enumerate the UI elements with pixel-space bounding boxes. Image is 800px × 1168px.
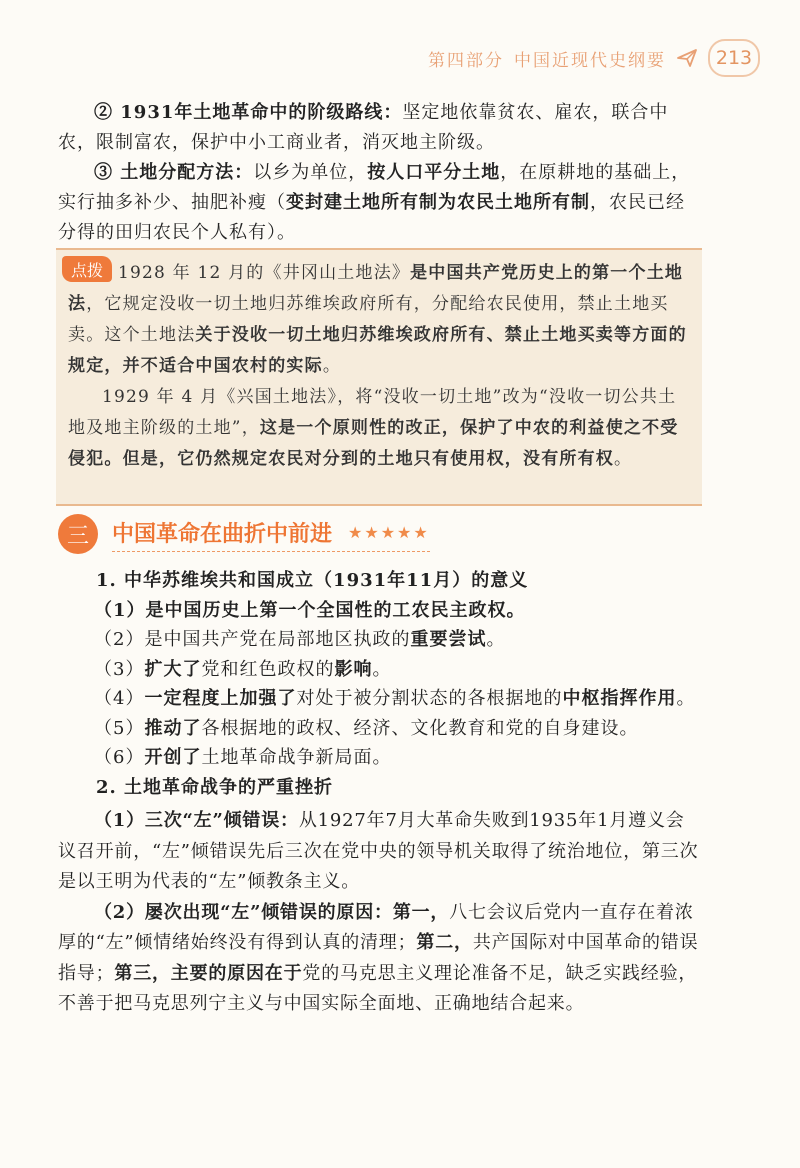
- list-item: [58, 625, 708, 655]
- text-run: 对处于被分割状态的各根据地的: [296, 688, 563, 709]
- paragraph-three-left-errors: [58, 806, 702, 898]
- bold-run: 影响: [334, 658, 373, 680]
- bold-run: 中枢指挥作用: [562, 688, 677, 709]
- paragraph-lead: （2）屡次出现“左”倾错误的原因：第一，: [94, 901, 450, 923]
- text-run: 以乡为单位，: [253, 162, 368, 183]
- text-run: 。: [372, 658, 392, 680]
- text-run: 。: [322, 356, 342, 376]
- setback-body: [58, 806, 702, 1020]
- list-item: [58, 684, 708, 714]
- tip-paragraph-1: [68, 258, 694, 382]
- list-item: [58, 714, 708, 744]
- list-item: [58, 743, 708, 773]
- bold-run: 扩大了: [144, 658, 202, 680]
- text-run: （6）: [94, 747, 145, 768]
- tip-callout-box: [56, 248, 702, 506]
- bold-run: 变封建土地所有制为农民土地所有制: [286, 192, 590, 213]
- text-run: 党的马克思主义理论准备不足，缺乏实践经验，不善于把马克思列宁主义与中国实际全面地、正确地结合起来。: [58, 962, 698, 1014]
- text-run: （2）是中国共产党在局部地区执政的: [94, 629, 411, 650]
- bold-run: 推动了: [144, 717, 202, 739]
- bold-run: 关于没收一切土地归苏维埃政府所有、禁止土地买卖等方面的规定，并不适合中国农村的实际: [68, 325, 687, 376]
- bold-run: 一定程度上加强了: [144, 688, 297, 709]
- text-run: （5）: [94, 717, 145, 739]
- text-run: 从1927年7月大革命失败到1935年1月遵义会议召开前，“左”倾错误先后三次在党中央的领导机关取得了统治地位，第三次是以王明为代表的“左”倾教条主义。: [58, 810, 699, 892]
- bold-run: 第三，主要的原因在于: [114, 962, 303, 984]
- paragraph-lead: （1）三次“左”倾错误：: [94, 810, 299, 831]
- section-number-badge: 三: [58, 514, 98, 554]
- bold-run: 这是一个原则性的改正，保护了中农的利益使之不受侵犯。但是，它仍然规定农民对分到的土地只有使用权，没有所有权: [68, 418, 679, 469]
- text-run: 。: [676, 688, 696, 709]
- tip-badge: 点拨: [62, 256, 112, 282]
- list-heading: 1. 中华苏维埃共和国成立（1931年11月）的意义: [96, 570, 529, 591]
- section-heading: [58, 512, 458, 556]
- list-item: [58, 655, 708, 685]
- list-heading: 2. 土地革命战争的严重挫折: [96, 776, 334, 798]
- paragraph-lead: ③ 土地分配方法：: [94, 162, 254, 183]
- text-run: ，农民已经分得的田归农民个人私有）。: [58, 192, 685, 243]
- paragraph-class-line: [58, 98, 700, 158]
- text-run: （3）: [94, 658, 145, 680]
- bold-run: 重要尝试: [410, 629, 487, 650]
- bold-run: 是中国共产党历史上的第一个土地法: [68, 263, 684, 314]
- section-title: [112, 517, 430, 552]
- text-run: （4）: [94, 688, 145, 709]
- paragraph-land-distribution: [58, 158, 700, 248]
- text-run: 。: [614, 449, 633, 469]
- subject-label: 中国近现代史纲要: [514, 50, 666, 71]
- text-run: 。: [486, 629, 506, 650]
- text-run: 1929 年 4 月《兴国土地法》，将“没收一切土地”改为“没收一切公共土地及地主阶级的土地”，: [68, 387, 677, 438]
- bold-run: 开创了: [144, 747, 202, 768]
- paragraph-text: 坚定地依靠贫农、雇农，联合中农，限制富农，保护中小工商业者，消灭地主阶级。: [58, 102, 669, 153]
- section-title-text: 中国革命在曲折中前进: [112, 521, 333, 547]
- text-run: 1928 年 12 月的《井冈山土地法》: [118, 263, 411, 283]
- running-header: [428, 38, 760, 78]
- text-run: 党和红色政权的: [201, 658, 335, 680]
- text-run: 共产国际对中国革命的错误指导；: [58, 932, 699, 984]
- tip-paragraph-2: [68, 382, 694, 475]
- text-run: ，它规定没收一切土地归苏维埃政府所有，分配给农民使用，禁止土地买卖。这个土地法: [68, 294, 669, 345]
- paragraph-lead: ② 1931年土地革命中的阶级路线：: [94, 102, 403, 123]
- tip-callout-text: [68, 258, 694, 475]
- part-label: 第四部分: [428, 50, 504, 71]
- paper-plane-icon: [676, 47, 698, 69]
- significance-list: [58, 566, 708, 802]
- text-run: ，在原耕地的基础上，实行抽多补少、抽肥补瘦（: [58, 162, 691, 213]
- bold-run: 第二，: [416, 932, 473, 953]
- text-run: 八七会议后党内一直存在着浓厚的“左”倾情绪始终没有得到认真的清理；: [58, 901, 694, 953]
- list-item: [58, 596, 708, 626]
- page-number: 213: [708, 39, 760, 77]
- text-run: 土地革命战争新局面。: [201, 747, 392, 768]
- importance-stars: ★★★★★: [348, 522, 430, 542]
- text-run: 各根据地的政权、经济、文化教育和党的自身建设。: [201, 717, 639, 739]
- bold-run: （1）是中国历史上第一个全国性的工农民主政权。: [94, 599, 526, 621]
- paragraph-error-causes: [58, 898, 702, 1020]
- bold-run: 按人口平分土地: [367, 162, 501, 183]
